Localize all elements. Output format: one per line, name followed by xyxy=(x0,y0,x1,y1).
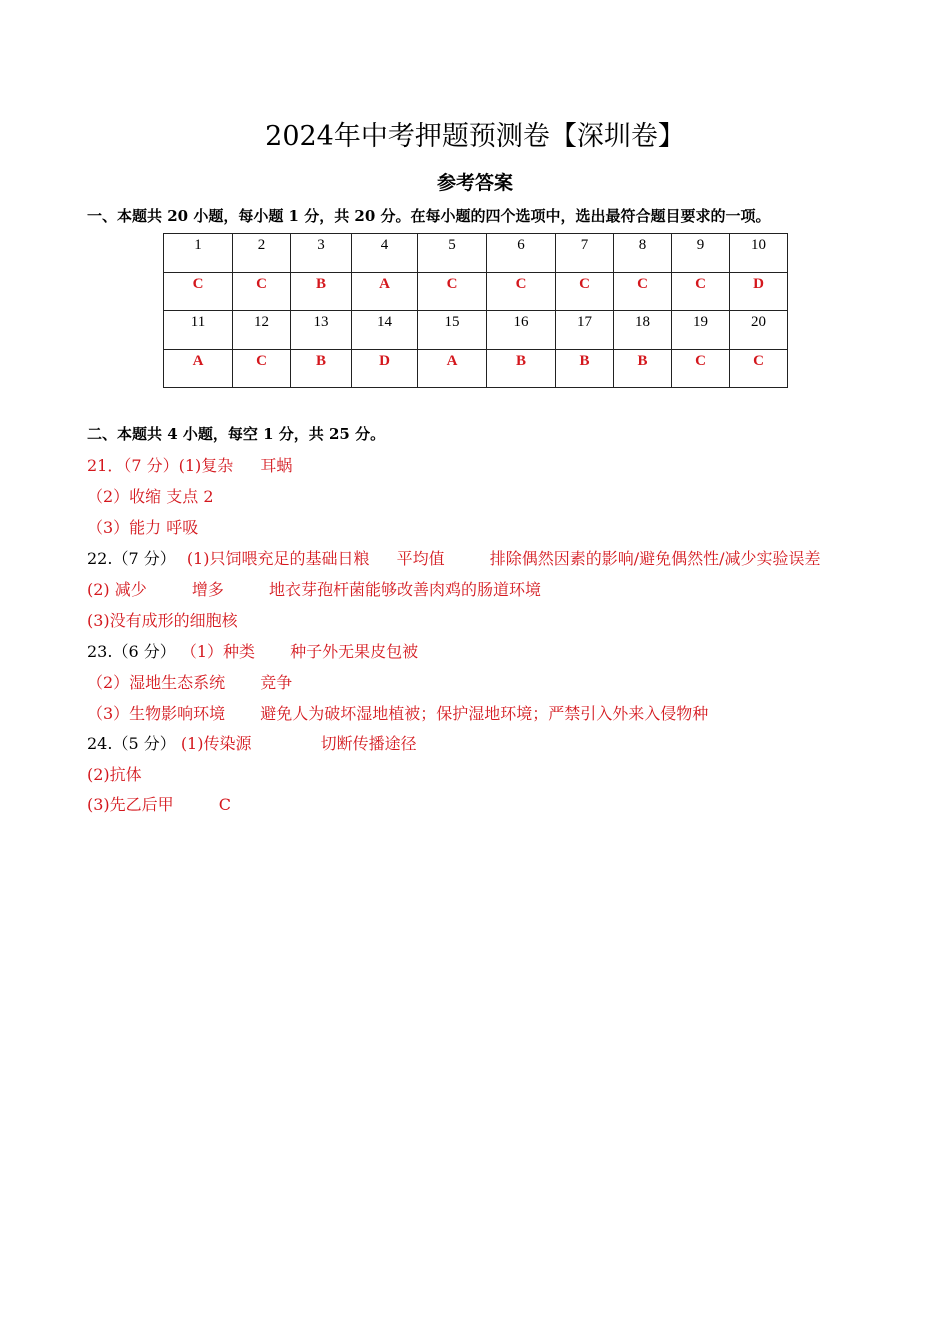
answer-cell: C xyxy=(487,273,556,311)
answer-table xyxy=(163,233,788,388)
q22-answer: (2) 减少 xyxy=(87,580,147,599)
question-number: 17 xyxy=(556,311,614,350)
q24-answer: (1)传染源 xyxy=(180,734,252,753)
q24-line-1 xyxy=(87,731,417,754)
answer-cell: A xyxy=(352,273,418,311)
q22-line-2 xyxy=(87,577,541,600)
question-number: 5 xyxy=(418,234,487,273)
q23-answer: （1）种类 xyxy=(180,642,255,661)
answer-cell: B xyxy=(614,350,672,388)
question-number: 18 xyxy=(614,311,672,350)
answer-cell: C xyxy=(730,350,788,388)
table-row xyxy=(164,350,788,388)
q24-answer: 切断传播途径 xyxy=(320,734,417,753)
answer-cell: B xyxy=(556,350,614,388)
q23-answer: （2）湿地生态系统 xyxy=(87,673,226,692)
answer-cell: A xyxy=(418,350,487,388)
question-number: 2 xyxy=(233,234,291,273)
q23-answer: （3）生物影响环境 xyxy=(87,704,226,723)
q21-line-3: （3）能力 呼吸 xyxy=(87,518,199,537)
question-number: 4 xyxy=(352,234,418,273)
q24-line-2: (2)抗体 xyxy=(87,765,142,784)
q23-line-2 xyxy=(87,670,292,693)
question-number: 6 xyxy=(487,234,556,273)
section-1-heading: 一、本题共 20 小题，每小题 1 分，共 20 分。在每小题的四个选项中，选出最符合题目要求的一项。 xyxy=(87,207,771,225)
q22-answer: (1)只饲喂充足的基础日粮 xyxy=(186,549,370,568)
question-number: 11 xyxy=(164,311,233,350)
q21-line-2: （2）收缩 支点 2 xyxy=(87,487,214,506)
table-row xyxy=(164,311,788,350)
q24-answer: (3)先乙后甲 xyxy=(87,795,174,814)
q22-answer: 增多 xyxy=(191,580,224,599)
q23-number: 23.（6 分） xyxy=(87,642,176,661)
q22-answer: 排除偶然因素的影响/避免偶然性/减少实验误差 xyxy=(489,549,821,568)
answer-cell: D xyxy=(730,273,788,311)
answer-cell: B xyxy=(291,350,352,388)
q21-answer: 21．（7 分）(1)复杂 xyxy=(87,456,234,475)
question-number: 15 xyxy=(418,311,487,350)
q23-line-3 xyxy=(87,701,708,724)
q22-answer: 平均值 xyxy=(396,549,445,568)
q24-line-3 xyxy=(87,792,231,815)
answer-cell: B xyxy=(487,350,556,388)
section-2-heading: 二、本题共 4 小题，每空 1 分，共 25 分。 xyxy=(87,425,386,443)
answer-cell: C xyxy=(233,350,291,388)
answer-cell: C xyxy=(672,350,730,388)
answer-cell: C xyxy=(614,273,672,311)
q23-answer: 竞争 xyxy=(260,673,293,692)
q21-answer: 耳蜗 xyxy=(260,456,293,475)
q24-number: 24.（5 分） xyxy=(87,734,176,753)
page-subtitle: 参考答案 xyxy=(436,172,513,194)
answer-cell: C xyxy=(418,273,487,311)
question-number: 7 xyxy=(556,234,614,273)
question-number: 1 xyxy=(164,234,233,273)
question-number: 8 xyxy=(614,234,672,273)
question-number: 19 xyxy=(672,311,730,350)
answer-cell: D xyxy=(352,350,418,388)
q23-answer: 避免人为破坏湿地植被；保护湿地环境；严禁引入外来入侵物种 xyxy=(260,704,709,723)
question-number: 9 xyxy=(672,234,730,273)
q21-line-1 xyxy=(87,453,292,476)
q23-answer: 种子外无果皮包被 xyxy=(290,642,419,661)
answer-cell: C xyxy=(672,273,730,311)
question-number: 13 xyxy=(291,311,352,350)
q23-line-1 xyxy=(87,639,418,662)
answer-cell: C xyxy=(233,273,291,311)
page-title: 2024年中考押题预测卷【深圳卷】 xyxy=(265,121,685,152)
question-number: 16 xyxy=(487,311,556,350)
answer-cell: B xyxy=(291,273,352,311)
answer-cell: A xyxy=(164,350,233,388)
question-number: 10 xyxy=(730,234,788,273)
question-number: 12 xyxy=(233,311,291,350)
question-number: 20 xyxy=(730,311,788,350)
q22-line-3: (3)没有成形的细胞核 xyxy=(87,611,238,630)
question-number: 14 xyxy=(352,311,418,350)
answer-cell: C xyxy=(164,273,233,311)
question-number: 3 xyxy=(291,234,352,273)
q22-line-1 xyxy=(87,546,820,569)
answer-cell: C xyxy=(556,273,614,311)
table-row xyxy=(164,234,788,273)
q22-number: 22.（7 分） xyxy=(87,549,176,568)
q22-answer: 地衣芽孢杆菌能够改善肉鸡的肠道环境 xyxy=(268,580,541,599)
q24-answer: C xyxy=(218,795,232,814)
table-row xyxy=(164,273,788,311)
